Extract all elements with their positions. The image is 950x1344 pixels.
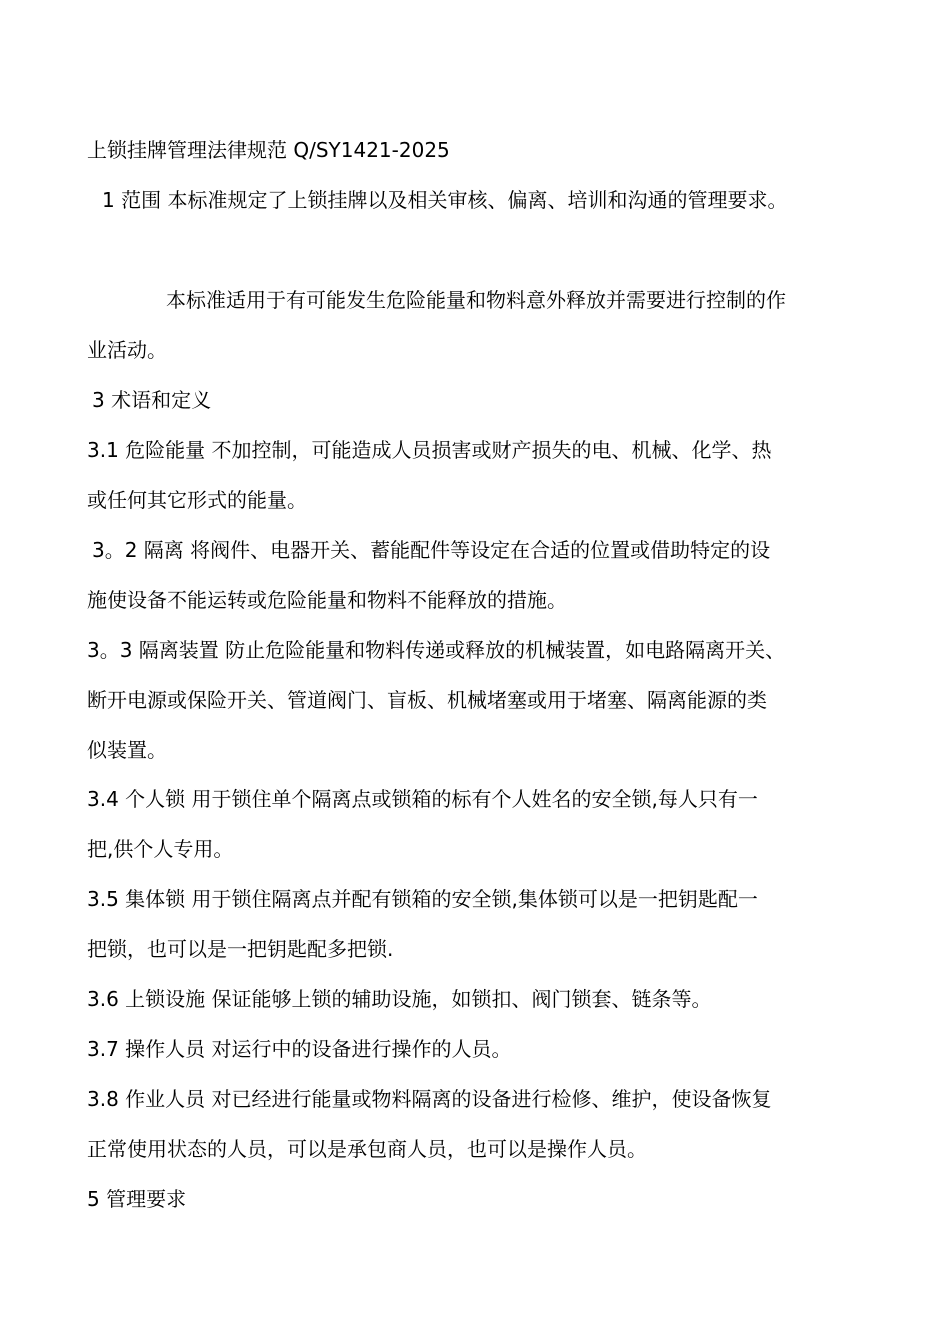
document-title: 上锁挂牌管理法律规范 Q/SY1421-2025 <box>87 138 450 162</box>
paragraph-line: 正常使用状态的人员，可以是承包商人员，也可以是操作人员。 <box>87 1137 647 1161</box>
paragraph-line: 3.7 操作人员 对运行中的设备进行操作的人员。 <box>87 1037 512 1061</box>
paragraph-line: 本标准适用于有可能发生危险能量和物料意外释放并需要进行控制的作 <box>166 288 786 312</box>
paragraph-line: 或任何其它形式的能量。 <box>87 488 307 512</box>
section-heading: 3 术语和定义 <box>92 388 212 412</box>
paragraph-line: 3.4 个人锁 用于锁住单个隔离点或锁箱的标有个人姓名的安全锁,每人只有一 <box>87 787 758 811</box>
paragraph-line: 3。3 隔离装置 防止危险能量和物料传递或释放的机械装置，如电路隔离开关、 <box>87 638 786 662</box>
paragraph-line: 3.5 集体锁 用于锁住隔离点并配有锁箱的安全锁,集体锁可以是一把钥匙配一 <box>87 887 758 911</box>
paragraph-line: 3.1 危险能量 不加控制，可能造成人员损害或财产损失的电、机械、化学、热 <box>87 438 772 462</box>
paragraph-line: 3。2 隔离 将阀件、电器开关、蓄能配件等设定在合适的位置或借助特定的设 <box>92 538 771 562</box>
paragraph-line: 似装置。 <box>87 738 167 762</box>
paragraph-line: 施使设备不能运转或危险能量和物料不能释放的措施。 <box>87 588 567 612</box>
paragraph-line: 业活动。 <box>87 338 167 362</box>
section-heading: 5 管理要求 <box>87 1187 187 1211</box>
paragraph-line: 1 范围 本标准规定了上锁挂牌以及相关审核、偏离、培训和沟通的管理要求。 <box>102 188 788 212</box>
paragraph-line: 把,供个人专用。 <box>87 837 234 861</box>
paragraph-line: 把锁，也可以是一把钥匙配多把锁. <box>87 937 394 961</box>
paragraph-line: 断开电源或保险开关、管道阀门、盲板、机械堵塞或用于堵塞、隔离能源的类 <box>87 688 767 712</box>
paragraph-line: 3.6 上锁设施 保证能够上锁的辅助设施，如锁扣、阀门锁套、链条等。 <box>87 987 712 1011</box>
paragraph-line: 3.8 作业人员 对已经进行能量或物料隔离的设备进行检修、维护，使设备恢复 <box>87 1087 772 1111</box>
